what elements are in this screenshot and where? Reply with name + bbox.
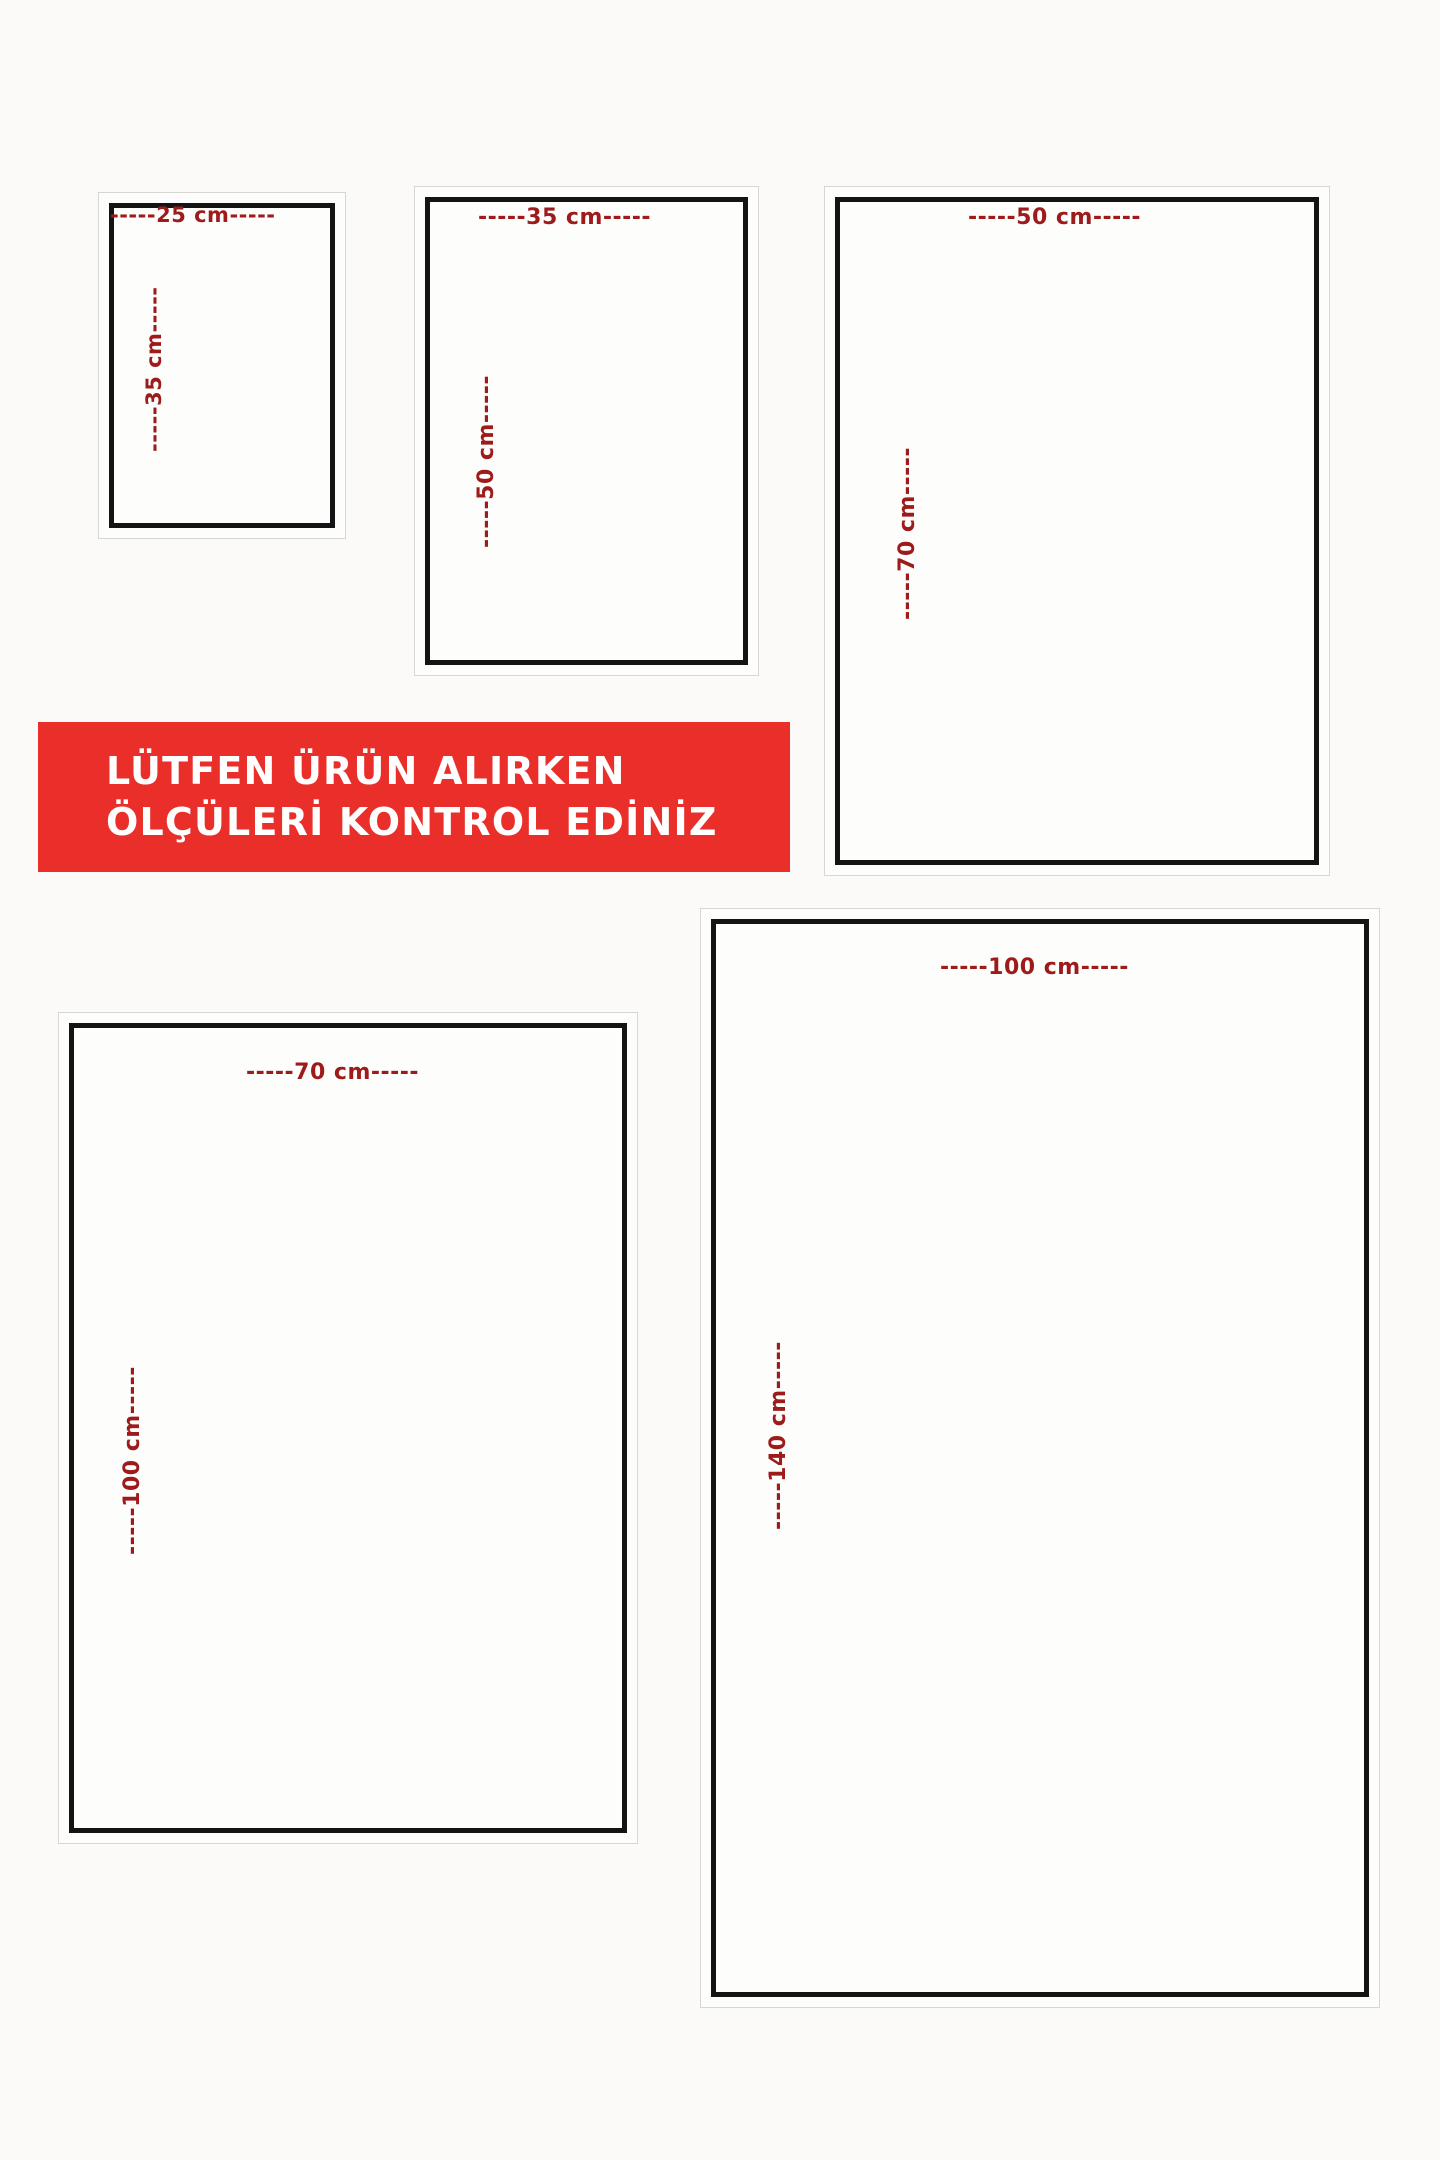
dim-height-70cm: -----70 cm-----: [895, 446, 920, 620]
frame-25x35: [98, 192, 346, 539]
warning-line-1: LÜTFEN ÜRÜN ALIRKEN: [106, 748, 626, 793]
dim-width-25cm: -----25 cm-----: [110, 203, 276, 227]
warning-line-2: ÖLÇÜLERİ KONTROL EDİNİZ: [106, 800, 718, 844]
dim-height-140cm: -----140 cm-----: [766, 1341, 791, 1530]
dim-width-50cm: -----50 cm-----: [968, 205, 1142, 230]
dim-width-100cm: -----100 cm-----: [940, 955, 1129, 980]
dim-height-50cm: -----50 cm-----: [474, 374, 499, 548]
frame-35x50: [414, 186, 759, 676]
frame-inner-70x100: [69, 1023, 627, 1833]
dim-width-70cm: -----70 cm-----: [246, 1060, 420, 1085]
dim-height-35cm: -----35 cm-----: [142, 286, 166, 452]
frame-100x140: [700, 908, 1380, 2008]
frame-inner-100x140: [711, 919, 1369, 1997]
dim-width-35cm: -----35 cm-----: [478, 205, 652, 230]
dim-height-100cm: -----100 cm-----: [120, 1366, 145, 1555]
frame-70x100: [58, 1012, 638, 1844]
warning-banner: [38, 722, 790, 872]
